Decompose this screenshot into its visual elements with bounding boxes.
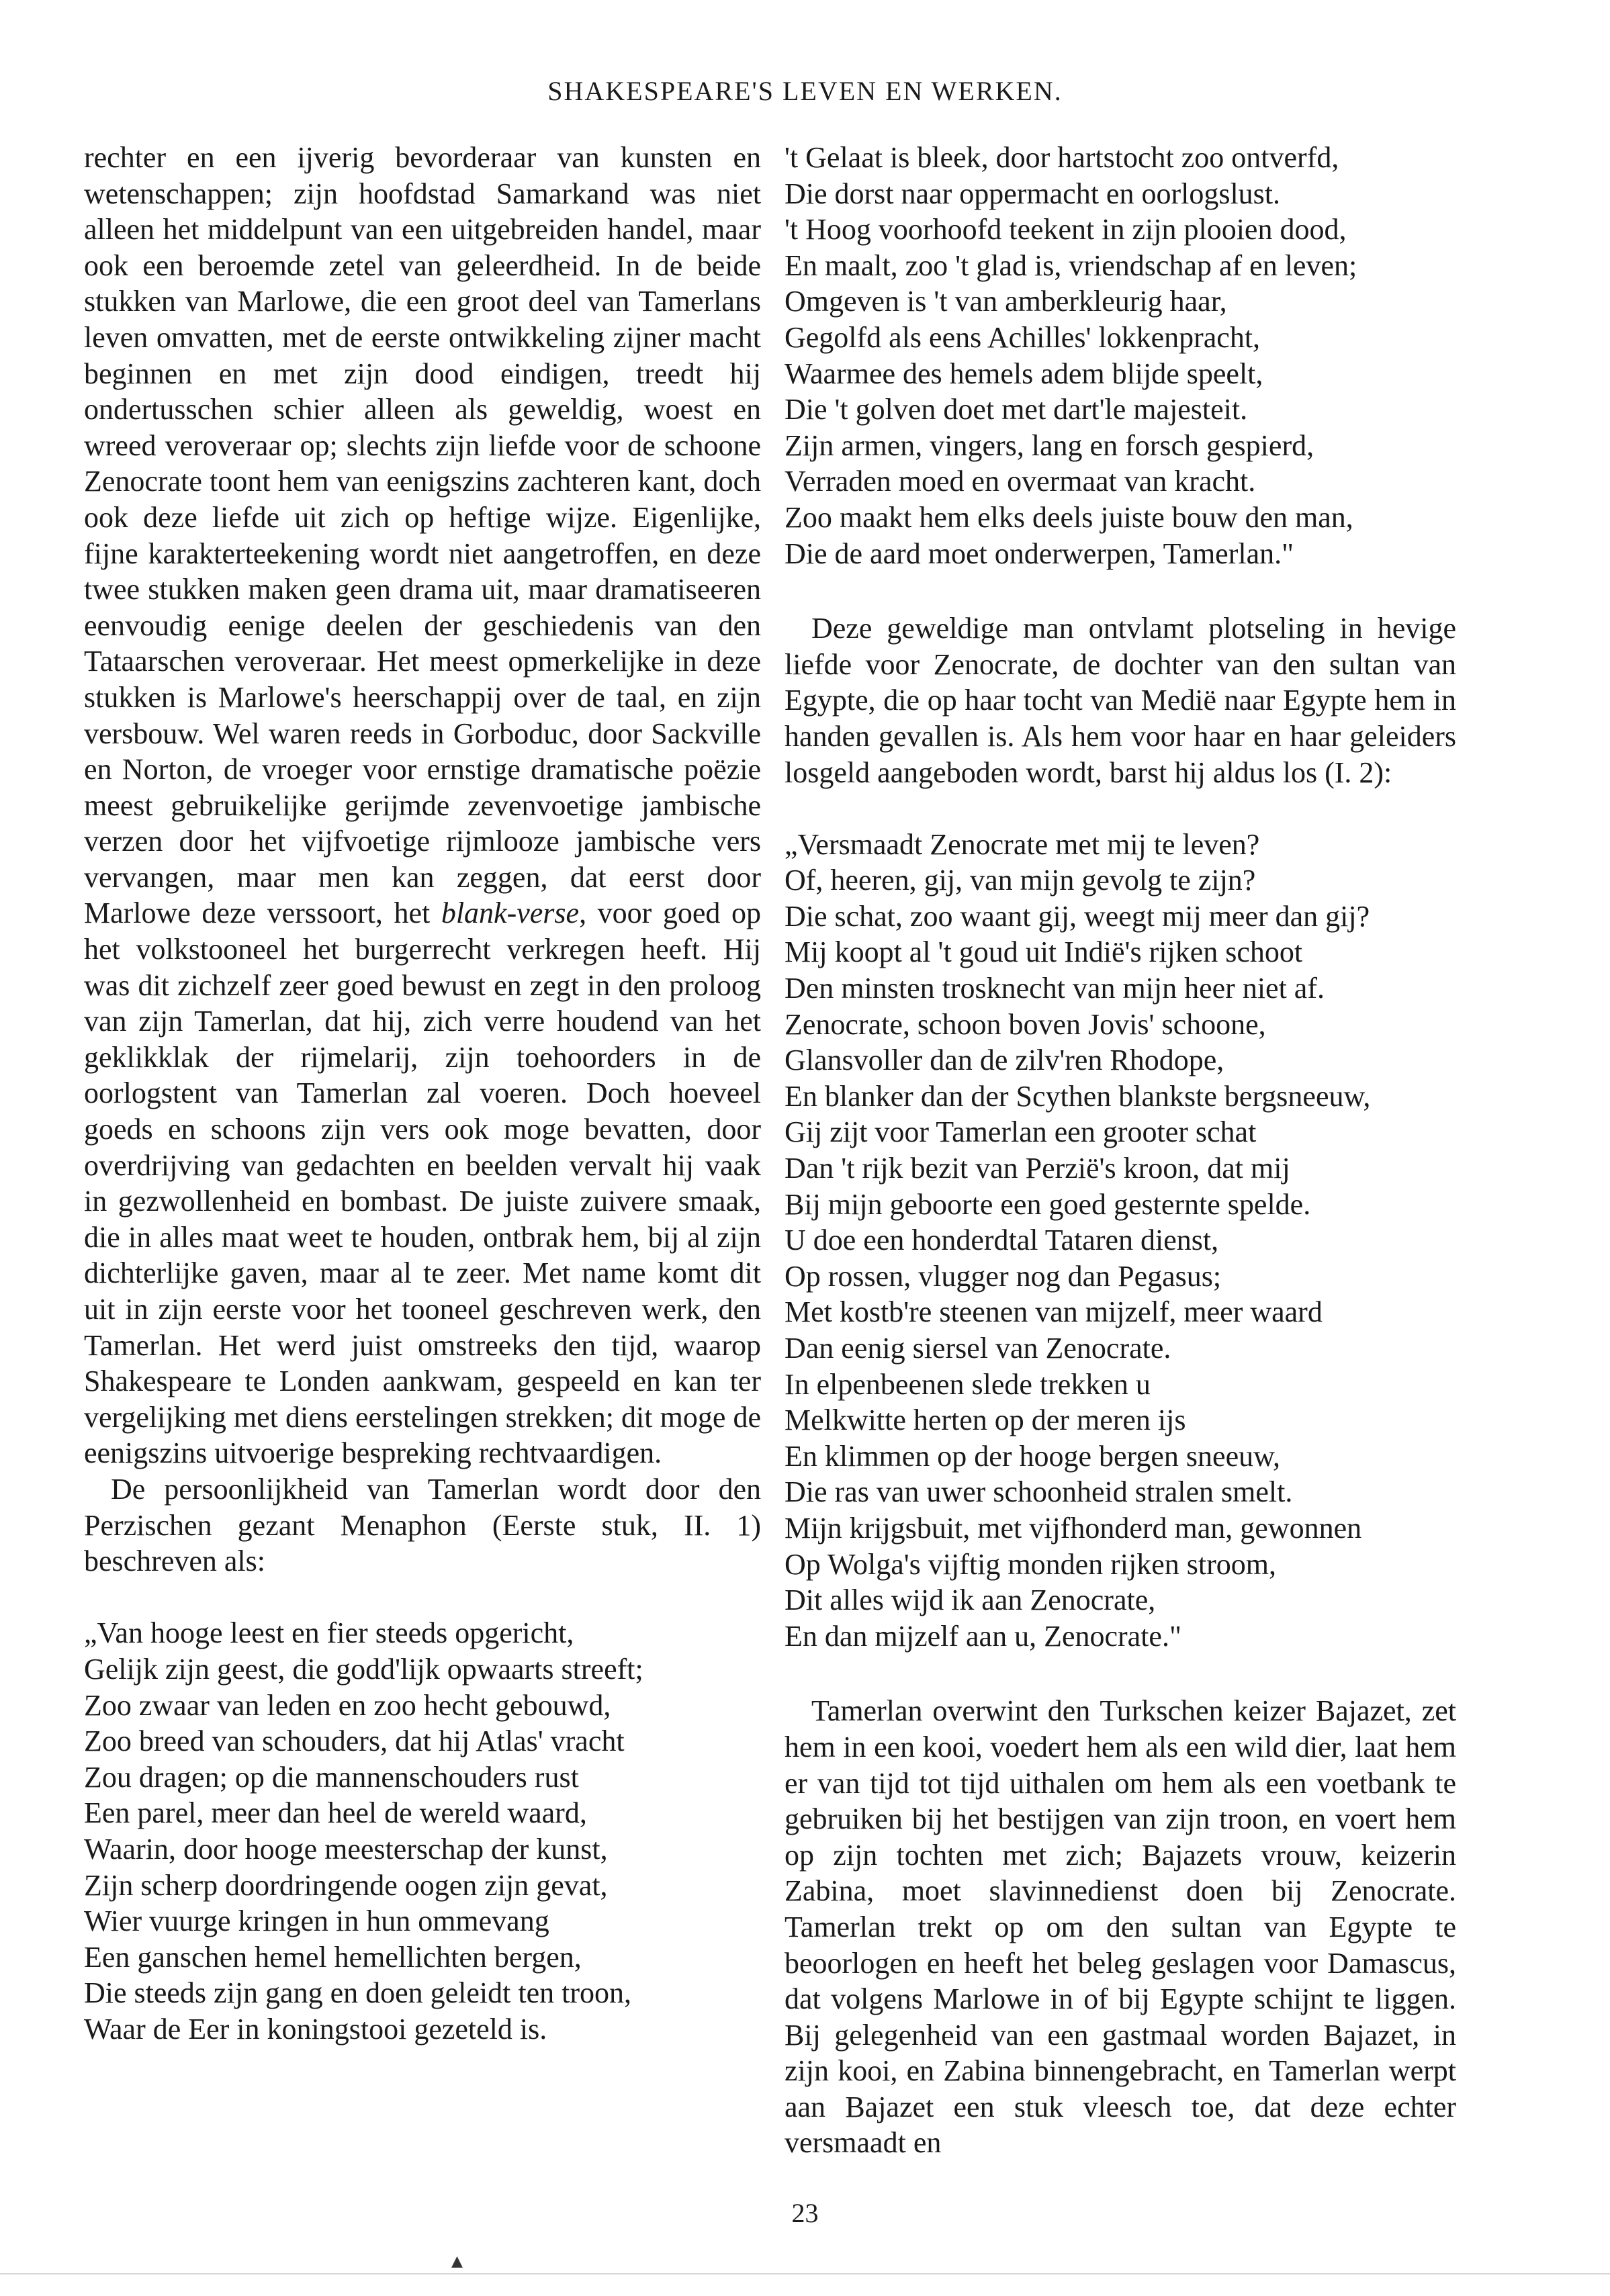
verse-line: Glansvoller dan de zilv'ren Rhodope, bbox=[785, 1044, 1224, 1077]
italic-term: blank-verse bbox=[441, 897, 580, 930]
verse-line: Waar de Eer in koningstooi gezeteld is. bbox=[84, 2012, 547, 2046]
right-verse-block-2 bbox=[785, 827, 1456, 1655]
left-paragraph-1-continued: , voor goed op het volkstooneel het burgerrecht verkregen heeft. Hij was dit zichzelf zeer goed bewust en zegt in den proloog van zijn Tamerlan, dat hij, zich verre houdend van het geklikklak der rijmelarij, zijn toehoorders in de oorlogstent van Tamerlan zal voeren. Doch hoeveel goeds en schoons zijn vers ook moge bevatten, door overdrijving van gedachten en beelden vervalt hij vaak in gezwollenheid en bombast. De juiste zuivere smaak, die in alles maat weet te houden, ontbrak hem, bij al zijn dichterlijke gaven, maar al te zeer. Met name komt dit uit in zijn eerste voor het tooneel geschreven werk, den Tamerlan. Het werd juist omstreeks den tijd, waarop Shakespeare te Londen aankwam, gespeeld en kan ter vergelijking met diens eerstelingen strekken; dit moge de eenigszins uitvoerige bespreking rechtvaardigen. bbox=[84, 897, 762, 1470]
verse-line: Zoo breed van schouders, dat hij Atlas' vracht bbox=[84, 1725, 625, 1758]
verse-line: Die 't golven doet met dart'le majesteit. bbox=[785, 393, 1248, 426]
verse-line: Met kostb're steenen van mijzelf, meer waard bbox=[785, 1295, 1323, 1329]
left-column bbox=[84, 140, 761, 2047]
verse-line: Die dorst naar oppermacht en oorlogslust. bbox=[785, 177, 1281, 210]
verse-line: Melkwitte herten op der meren ijs bbox=[785, 1404, 1186, 1437]
verse-line: U doe een honderdtal Tataren dienst, bbox=[785, 1224, 1219, 1257]
verse-line: Of, heeren, gij, van mijn gevolg te zijn? bbox=[785, 864, 1256, 897]
verse-line: En dan mijzelf aan u, Zenocrate." bbox=[785, 1619, 1181, 1653]
right-column bbox=[785, 140, 1456, 2161]
verse-line: Zenocrate, schoon boven Jovis' schoone, bbox=[785, 1007, 1266, 1041]
verse-line: Waarin, door hooge meesterschap der kunst, bbox=[84, 1832, 608, 1866]
verse-line: En maalt, zoo 't glad is, vriendschap af en leven; bbox=[785, 248, 1357, 282]
verse-line: Dan eenig siersel van Zenocrate. bbox=[785, 1332, 1171, 1365]
left-verse-block bbox=[84, 1615, 761, 2047]
spacer bbox=[84, 1579, 761, 1616]
verse-line: Mijn krijgsbuit, met vijfhonderd man, gewonnen bbox=[785, 1511, 1362, 1545]
verse-line: Een parel, meer dan heel de wereld waard, bbox=[84, 1796, 587, 1830]
verse-line: Die schat, zoo waant gij, weegt mij meer dan gij? bbox=[785, 899, 1370, 933]
verse-line: 't Hoog voorhoofd teekent in zijn plooien dood, bbox=[785, 213, 1347, 246]
verse-line: Op Wolga's vijftig monden rijken stroom, bbox=[785, 1547, 1276, 1581]
verse-line: Dit alles wijd ik aan Zenocrate, bbox=[785, 1583, 1156, 1617]
verse-line: Gegolfd als eens Achilles' lokkenpracht, bbox=[785, 320, 1261, 354]
running-title: SHAKESPEARE'S LEVEN EN WERKEN. bbox=[547, 76, 1063, 106]
verse-line: Een ganschen hemel hemellichten bergen, bbox=[84, 1940, 582, 1974]
printer-ornament-icon: ▲ bbox=[451, 2253, 463, 2270]
verse-line: In elpenbeenen slede trekken u bbox=[785, 1367, 1151, 1401]
verse-line: Mij koopt al 't goud uit Indië's rijken schoot bbox=[785, 935, 1303, 969]
verse-line: Den minsten trosknecht van mijn heer niet af. bbox=[785, 972, 1325, 1005]
right-paragraph-2: Tamerlan overwint den Turkschen keizer Bajazet, zet hem in een kooi, voedert hem als een wild dier, laat hem er van tijd tot tijd uithalen om hem als een voetbank te gebruiken bij het bestijgen van zijn troon, en voert hem op zijn tochten met zich; Bajazets vrouw, keizerin Zabina, moet slavinnedienst doen bij Zenocrate. Tamerlan trekt op om den sultan van Egypte te beoorlogen en heeft het beleg geslagen voor Damascus, dat volgens Marlowe in of bij Egypte schijnt te liggen. Bij gelegenheid van een gastmaal worden Bajazet, in zijn kooi, en Zabina binnengebracht, en Tamerlan werpt aan Bajazet een stuk vleesch toe, dat deze echter versmaadt en bbox=[785, 1694, 1456, 2160]
verse-line: Die de aard moet onderwerpen, Tamerlan." bbox=[785, 537, 1294, 570]
verse-line: Op rossen, vlugger nog dan Pegasus; bbox=[785, 1259, 1222, 1293]
verse-line: „Van hooge leest en fier steeds opgericht, bbox=[84, 1616, 574, 1650]
scan-edge-rule bbox=[0, 2273, 1610, 2275]
verse-line: Waarmee des hemels adem blijde speelt, bbox=[785, 357, 1263, 390]
verse-line: En klimmen op der hooge bergen sneeuw, bbox=[785, 1439, 1281, 1473]
verse-line: Wier vuurge kringen in hun ommevang bbox=[84, 1904, 549, 1938]
page-number: 23 bbox=[791, 2198, 819, 2228]
verse-line: 't Gelaat is bleek, door hartstocht zoo ontverfd, bbox=[785, 141, 1339, 174]
left-paragraph-1 bbox=[84, 140, 761, 1471]
spacer bbox=[785, 571, 1456, 610]
right-verse-block-1 bbox=[785, 140, 1456, 571]
verse-line: Zoo maakt hem elks deels juiste bouw den man, bbox=[785, 500, 1353, 534]
verse-line: Dan 't rijk bezit van Perzië's kroon, dat mij bbox=[785, 1152, 1290, 1185]
verse-line: Omgeven is 't van amberkleurig haar, bbox=[785, 285, 1227, 318]
verse-line: Zou dragen; op die mannenschouders rust bbox=[84, 1760, 579, 1794]
verse-line: „Versmaadt Zenocrate met mij te leven? bbox=[785, 827, 1260, 861]
verse-line: Gij zijt voor Tamerlan een grooter schat bbox=[785, 1115, 1257, 1149]
verse-line: En blanker dan der Scythen blankste bergsneeuw, bbox=[785, 1079, 1371, 1113]
spacer bbox=[785, 790, 1456, 827]
verse-line: Zoo zwaar van leden en zoo hecht gebouwd, bbox=[84, 1688, 611, 1722]
right-paragraph-1: Deze geweldige man ontvlamt plotseling in hevige liefde voor Zenocrate, de dochter van den sultan van Egypte, die op haar tocht van Medië naar Egypte hem in handen gevallen is. Als hem voor haar en haar geleiders losgeld aangeboden wordt, barst hij aldus los (I. 2): bbox=[785, 612, 1456, 789]
spacer bbox=[785, 1654, 1456, 1693]
verse-line: Zijn armen, vingers, lang en forsch gespierd, bbox=[785, 428, 1314, 462]
left-paragraph-2: De persoonlijkheid van Tamerlan wordt door den Perzischen gezant Menaphon (Eerste stuk, II. 1) beschreven als: bbox=[84, 1472, 761, 1578]
verse-line: Bij mijn geboorte een goed gesternte spelde. bbox=[785, 1187, 1311, 1221]
verse-line: Die ras van uwer schoonheid stralen smelt. bbox=[785, 1475, 1293, 1509]
verse-line: Gelijk zijn geest, die godd'lijk opwaarts streeft; bbox=[84, 1652, 643, 1686]
left-paragraph-1-text: rechter en een ijverig bevorderaar van kunsten en wetenschappen; zijn hoofdstad Samarkand was niet alleen het middelpunt van een uitgebreiden handel, maar ook een beroemde zetel van geleerdheid. In de beide stukken van Marlowe, die een groot deel van Tamerlans leven omvatten, met de eerste ontwikkeling zijner macht beginnen en met zijn dood eindigen, treedt hij ondertusschen schier alleen als geweldig, woest en wreed veroveraar op; slechts zijn liefde voor de schoone Zenocrate toont hem van eenigszins zachteren kant, doch ook deze liefde uit zich op heftige wijze. Eigenlijke, fijne karakterteekening wordt niet aangetroffen, en deze twee stukken maken geen drama uit, maar dramatiseeren eenvoudig eenige deelen der geschiedenis van den Tataarschen veroveraar. Het meest opmerkelijke in deze stukken is Marlowe's heerschappij over de taal, en zijn versbouw. Wel waren reeds in Gorboduc, door Sackville en Norton, de vroeger voor ernstige dramatische poëzie meest gebruikelijke gerijmde zevenvoetige jambische verzen door het vijfvoetige rijmlooze jambische vers vervangen, maar men kan zeggen, dat eerst door Marlowe deze verssoort, het bbox=[84, 141, 761, 930]
verse-line: Die steeds zijn gang en doen geleidt ten troon, bbox=[84, 1976, 631, 2010]
verse-line: Zijn scherp doordringende oogen zijn gevat, bbox=[84, 1868, 608, 1902]
verse-line: Verraden moed en overmaat van kracht. bbox=[785, 465, 1256, 498]
